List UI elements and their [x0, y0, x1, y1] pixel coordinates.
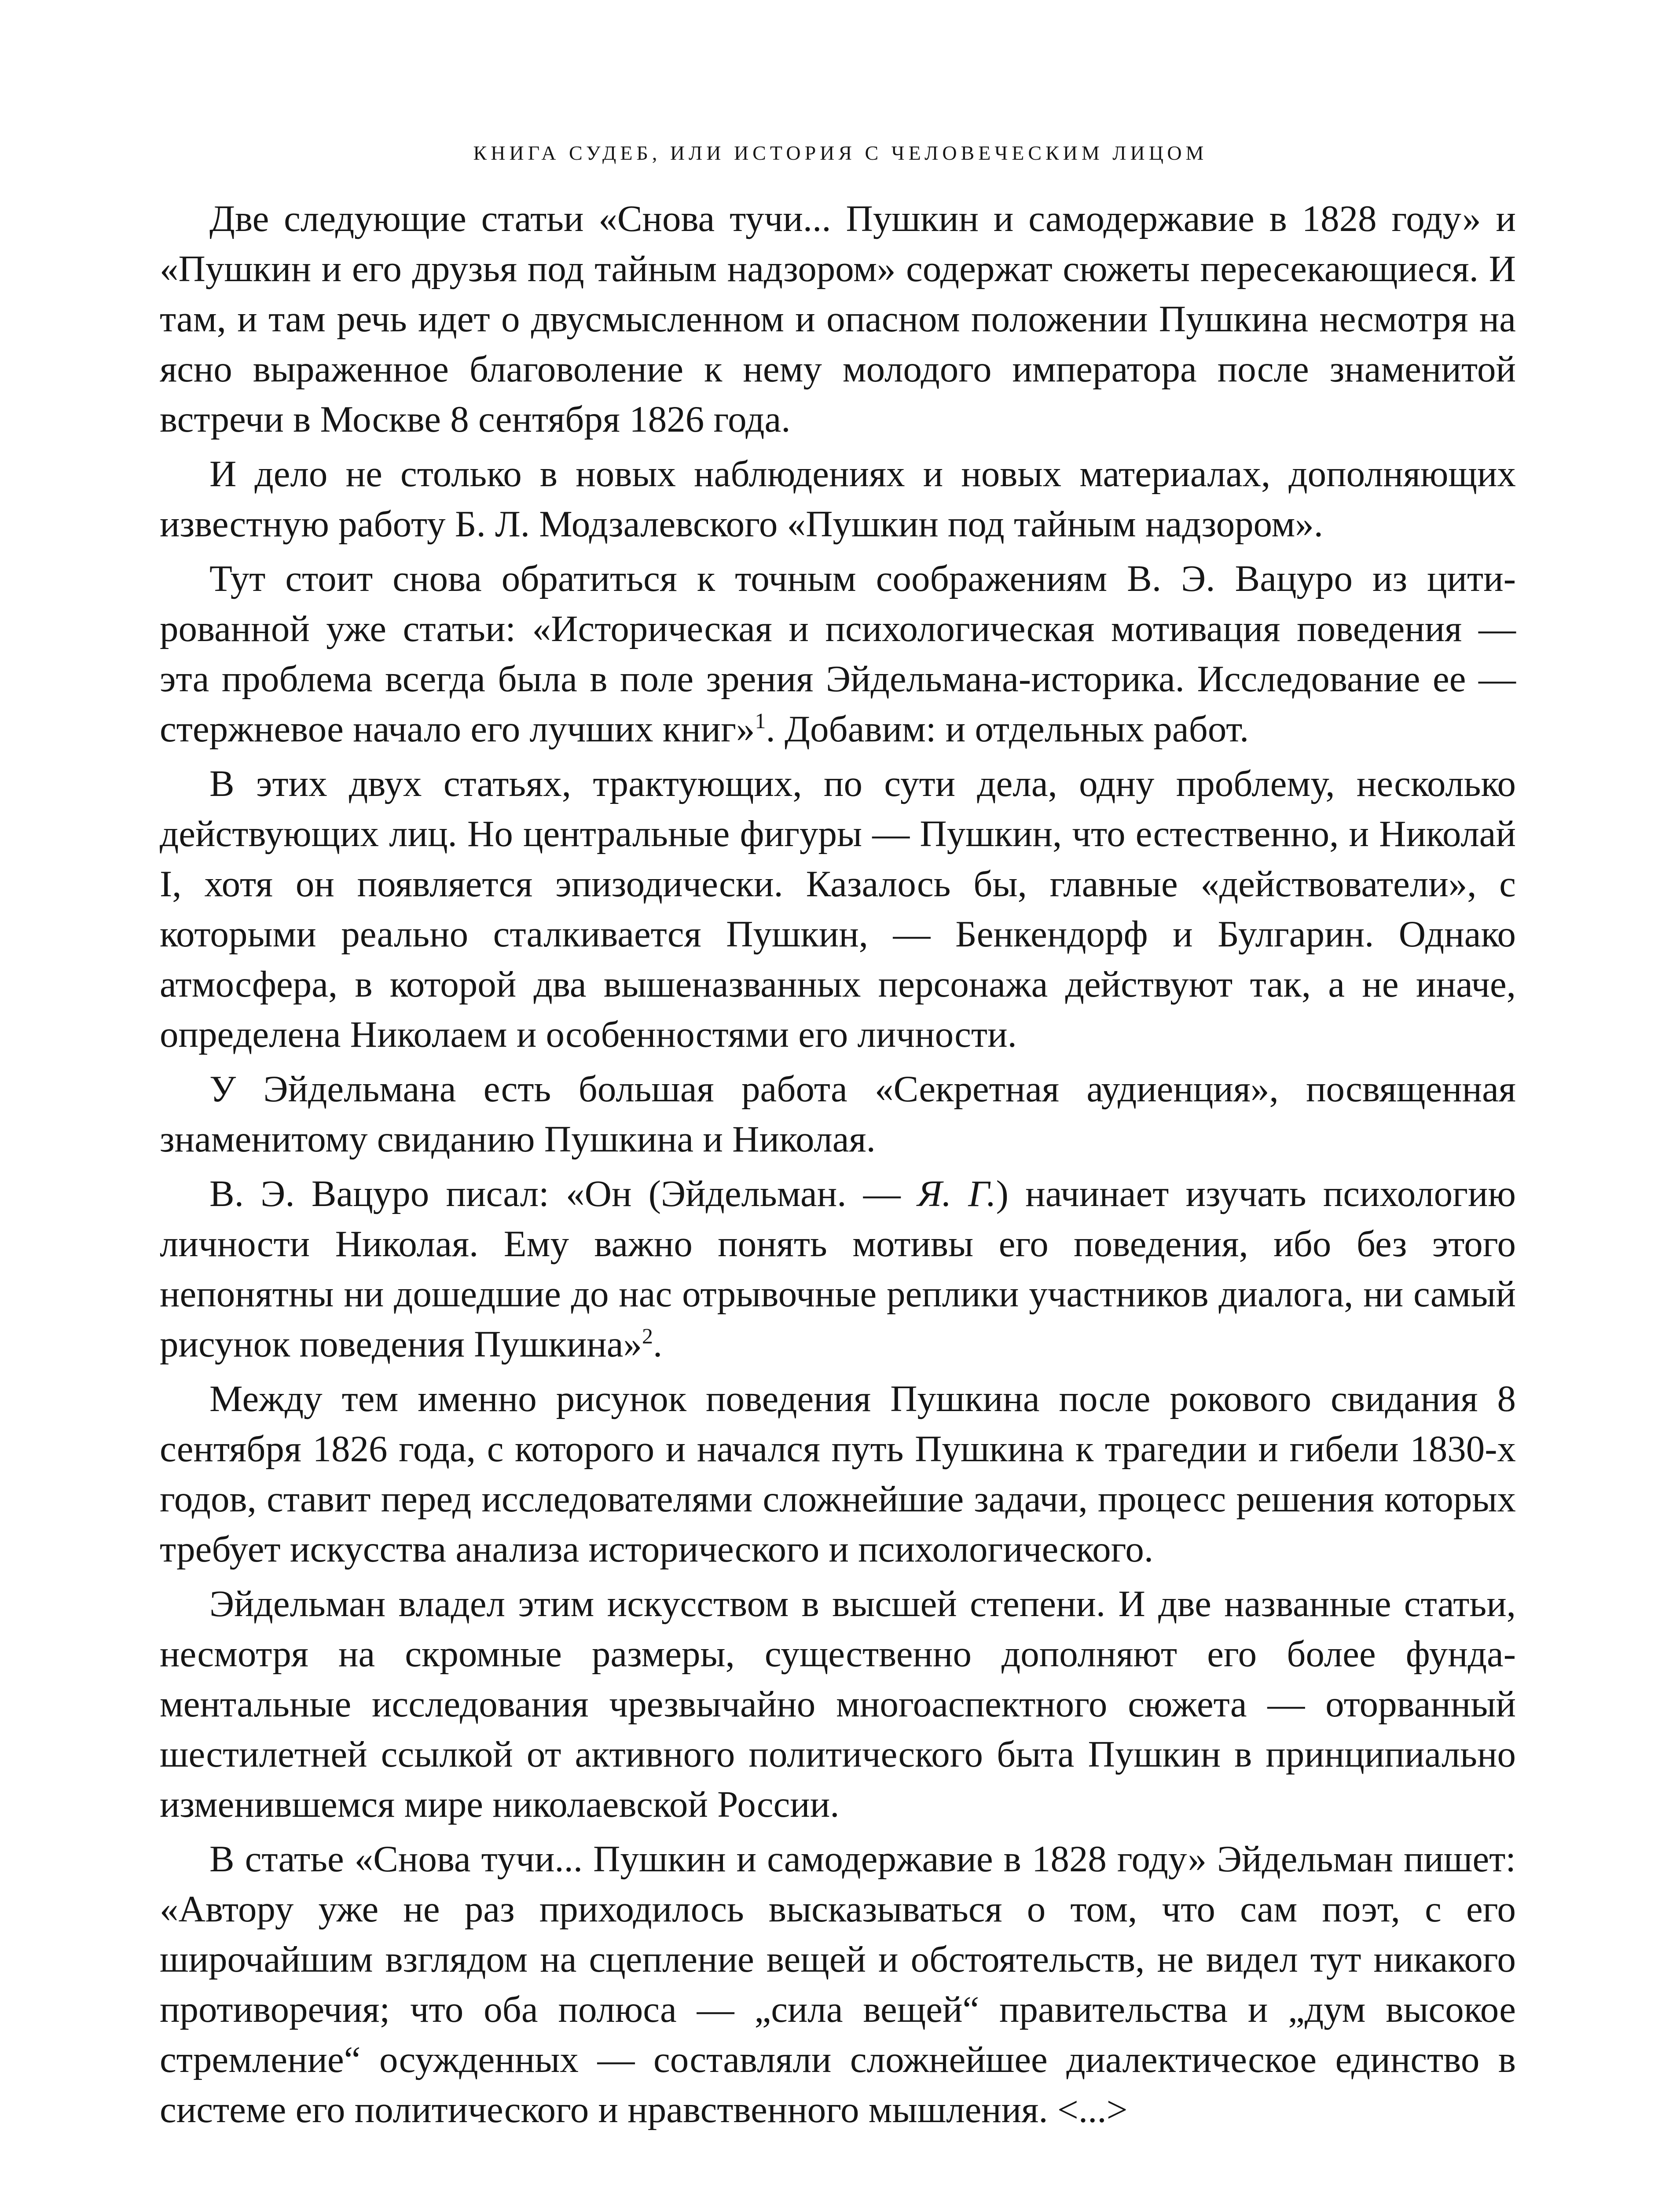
- paragraph-6: [160, 1169, 1516, 1369]
- paragraph-7-text: Между тем именно рисунок поведения Пушкина после рокового свидания 8 сентября 1826 года, с которого и начался путь Пушкина к трагедии и гибели 1830-х годов, ставит перед исследователями сложнейшие задачи, процесс решения которых требует искусства анализа исторического и психологического.: [160, 1378, 1516, 1570]
- paragraph-8-text: Эйдельман владел этим искусством в высшей степени. И две названные статьи, несмотря на скромные размеры, существенно дополняют его более фундаментальные исследования чрезвычайно многоаспектного сюжета — оторванный шестилетней ссылкой от активного политического быта Пушкин в принципиально изменившемся мире николаевской России.: [160, 1583, 1516, 1825]
- paragraph-2: [160, 449, 1516, 549]
- paragraph-5: [160, 1064, 1516, 1164]
- paragraph-6-text: ) начинает изучать психологию личности Николая. Ему важно понять мотивы его поведения, ибо без этого непонятны ни дошедшие до нас отрывочные реплики участников диалога, ни самый рисунок поведения Пушкина»: [160, 1173, 1516, 1365]
- paragraph-1: [160, 194, 1516, 444]
- paragraph-6-lead: В. Э. Вацуро писал: «Он (Эйдельман. —: [209, 1173, 918, 1214]
- footnote-ref-2: 2: [642, 1324, 653, 1348]
- running-head: КНИГА СУДЕБ, ИЛИ ИСТОРИЯ С ЧЕЛОВЕЧЕСКИМ ЛИЦОМ: [473, 142, 1208, 164]
- main-text: [160, 194, 1516, 2139]
- footnote-ref-1: 1: [755, 708, 766, 733]
- paragraph-9-text: В статье «Снова тучи... Пушкин и самодержавие в 1828 году» Эйдельман пишет: «Автору уже не раз приходилось высказываться о том, что сам поэт, с его широчайшим взглядом на сцепление вещей и обстоятельств, не видел тут никакого противоречия; что оба полюса — „сила вещей“ правительства и „дум высокое стремление“ осужденных — составляли сложнейшее диалектическое единство в системе его политического и нравственного мышления. <...>: [160, 1838, 1516, 2130]
- paragraph-1-text: Две следующие статьи «Снова тучи... Пушкин и самодержавие в 1828 году» и «Пушкин и его друзья под тайным надзором» содержат сюжеты пересекающиеся. И там, и там речь идет о двусмысленном и опасном положении Пушкина несмотря на ясно выраженное благоволение к нему молодого императора после знаменитой встречи в Москве 8 сентября 1826 года.: [160, 198, 1516, 440]
- paragraph-4: [160, 759, 1516, 1060]
- paragraph-4-text: В этих двух статьях, трактующих, по сути дела, одну проблему, несколько действующих лиц. Но центральные фигуры — Пушкин, что естественно, и Николай I, хотя он появляется эпизодически. Казалось бы, главные «действователи», с которыми реально сталкивается Пушкин, — Бенкендорф и Булгарин. Однако атмосфера, в которой два вышеназванных персонажа действуют так, а не иначе, определена Николаем и особенностями его личности.: [160, 763, 1516, 1055]
- paragraph-7: [160, 1374, 1516, 1574]
- paragraph-3-tail: . Добавим: и отдельных работ.: [766, 708, 1249, 750]
- paragraph-8: [160, 1579, 1516, 1830]
- paragraph-3-text: Тут стоит снова обратиться к точным соображениям В. Э. Вацуро из цитированной уже статьи: «Историческая и психологическая мотивация поведения — эта проблема всегда была в поле зрения Эйдельмана-историка. Исследование ее — стержневое начало его лучших книг»: [160, 558, 1516, 750]
- paragraph-2-text: И дело не столько в новых наблюдениях и новых материалах, дополняющих известную работу Б. Л. Модзалевского «Пушкин под тайным надзором».: [160, 453, 1516, 545]
- paragraph-6-tail: .: [653, 1324, 663, 1365]
- paragraph-3: [160, 554, 1516, 754]
- paragraph-5-text: У Эйдельмана есть большая работа «Секретная аудиенция», посвященная знаменитому свиданию Пушкина и Николая.: [160, 1068, 1516, 1160]
- paragraph-9: [160, 1834, 1516, 2135]
- paragraph-6-initials: Я. Г.: [917, 1173, 996, 1214]
